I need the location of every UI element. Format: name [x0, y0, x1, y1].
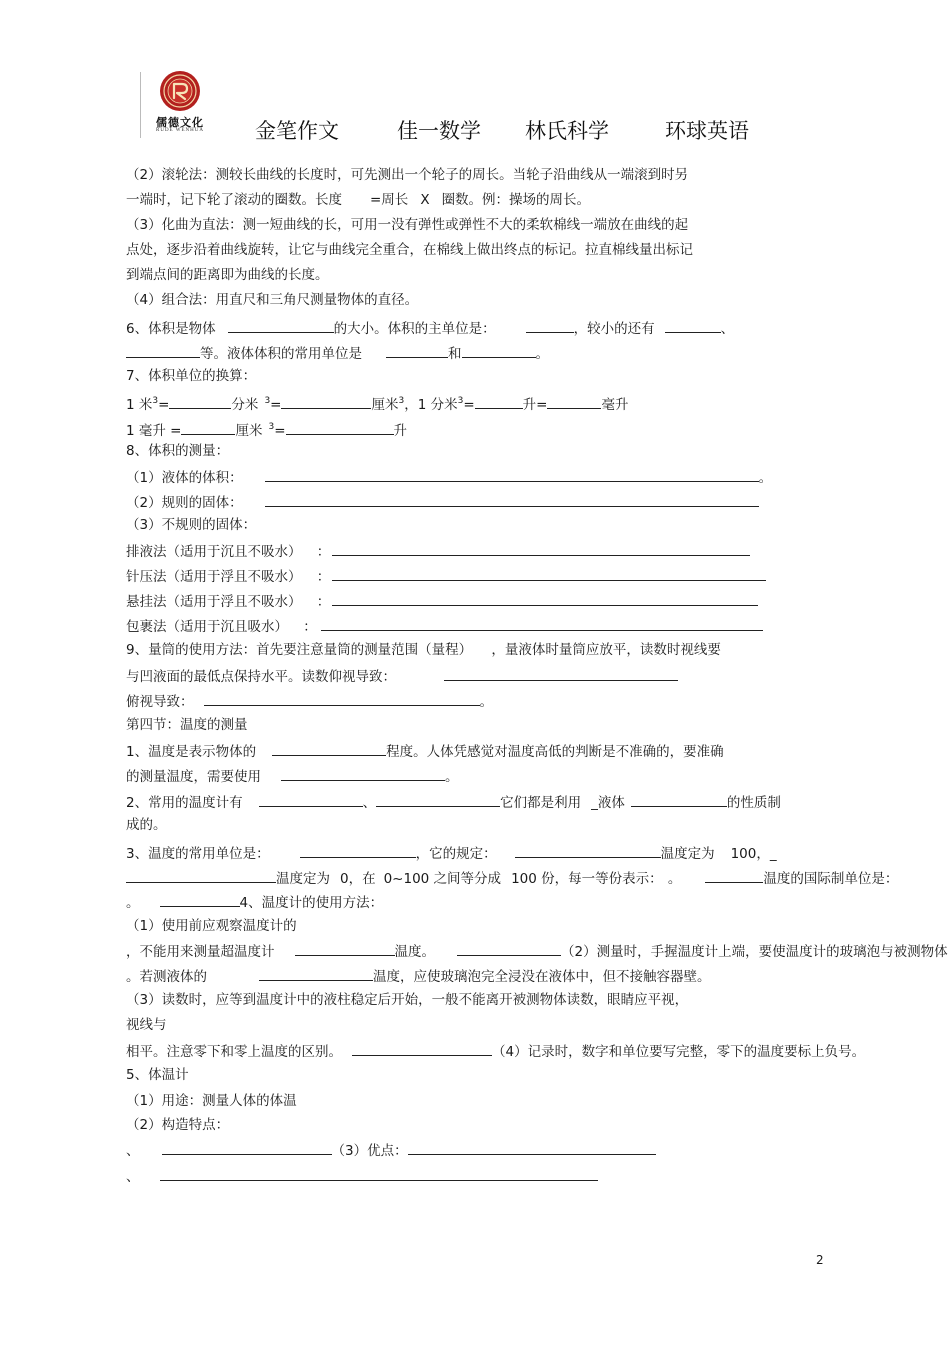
blank [286, 420, 394, 435]
text-line: 视线与 [126, 1017, 167, 1033]
blank [376, 792, 500, 807]
text-line: 排液法（适用于沉且不吸水） ： [126, 541, 750, 561]
blank [295, 941, 395, 956]
text-line: 、 （3）优点： [126, 1140, 656, 1160]
question-8: 8、体积的测量： [126, 443, 230, 459]
text-line: 等。液体体积的常用单位是 和 。 [126, 343, 549, 363]
blank [462, 343, 536, 358]
header-divider [140, 72, 141, 138]
blank [515, 843, 661, 858]
text-line: （1）液体的体积： 。 [126, 467, 772, 487]
blank [126, 868, 276, 883]
brand-1: 金笔作文 [255, 119, 339, 143]
logo-subtitle: RUDE WENHUA [156, 128, 204, 133]
text-line: 相平。注意零下和零上温度的区别。 （4）记录时，数字和单位要写完整，零下的温度要标上负号。 [126, 1041, 865, 1061]
blank [332, 541, 750, 556]
page-number: 2 [816, 1253, 824, 1267]
blank [475, 394, 523, 409]
blank [228, 318, 334, 333]
text-line: 5、体温计 [126, 1067, 189, 1083]
blank [705, 868, 763, 883]
logo [146, 70, 214, 136]
blank [259, 792, 363, 807]
question-6: 6、体积是物体 的大小。体积的主单位是： ，较小的还有 、 [126, 318, 734, 338]
text-line: ，不能用来测量超温度计 温度。 （2）测量时，手握温度计上端，要使温度计的玻璃泡与被测物体 [126, 941, 948, 961]
section-heading: 第四节：温度的测量 [126, 717, 248, 733]
blank [126, 343, 200, 358]
blank [386, 343, 448, 358]
blank [321, 616, 763, 631]
blank [281, 766, 445, 781]
blank [265, 492, 759, 507]
text-line: 。若测液体的 温度，应使玻璃泡完全浸没在液体中，但不接触容器壁。 [126, 966, 711, 986]
text-line: （3）读数时，应等到温度计中的液柱稳定后开始，一般不能离开被测物体读数，眼睛应平视， [126, 992, 689, 1008]
text-line: 一端时，记下轮了滚动的圈数。长度 =周长 X 圈数。例：操场的周长。 [126, 192, 591, 208]
blank [300, 843, 416, 858]
blank [160, 892, 240, 907]
text-line: 、 [126, 1166, 598, 1186]
text-line: 1 毫升 = 厘米 $^3$= 升 [126, 422, 408, 439]
blank [272, 741, 386, 756]
question-9: 9、量筒的使用方法：首先要注意量筒的测量范围（量程） ，量液体时量筒应放平，读数时视线要 [126, 642, 721, 658]
blank [547, 394, 601, 409]
text-line: 点处，逐步沿着曲线旋转，让它与曲线完全重合，在棉线上做出终点的标记。拉直棉线量出标记 [126, 242, 693, 258]
text-line: 。 4、温度计的使用方法： [126, 892, 383, 912]
question-t3: 3、温度的常用单位是： ，它的规定： 温度定为 100，_ [126, 843, 777, 863]
blank [457, 941, 561, 956]
text-line: 包裹法（适用于沉且吸水） ： [126, 616, 763, 636]
blank [265, 467, 759, 482]
text-line: 与凹液面的最低点保持水平。读数仰视导致： [126, 666, 678, 686]
question-t4: （1）使用前应观察温度计的 [126, 918, 297, 934]
blank [160, 1166, 366, 1181]
blank [332, 566, 766, 581]
text-line: 悬挂法（适用于浮且不吸水） ： [126, 591, 758, 611]
question-7: 7、体积单位的换算： [126, 368, 257, 384]
blank [181, 420, 235, 435]
blank [352, 1041, 492, 1056]
text-line: 成的。 [126, 817, 167, 833]
text-line: （2）规则的固体： [126, 492, 759, 512]
blank [408, 1140, 656, 1155]
blank [526, 318, 574, 333]
blank [169, 394, 231, 409]
text-line: 的测量温度，需要使用 。 [126, 766, 459, 786]
text-line: （2）滚轮法：测较长曲线的长度时，可先测出一个轮子的周长。当轮子沿曲线从一端滚到时另 [126, 167, 689, 183]
blank [665, 318, 721, 333]
text-line: （3）化曲为直法：测一短曲线的长，可用一没有弹性或弹性不大的柔软棉线一端放在曲线的起 [126, 217, 689, 233]
question-t5: （1）用途：测量人体的体温 [126, 1093, 297, 1109]
text-line: （3）不规则的固体： [126, 517, 257, 533]
text-line: 俯视导致： 。 [126, 691, 493, 711]
brand-2: 佳一数学 [397, 119, 481, 143]
text-line: 到端点间的距离即为曲线的长度。 [126, 267, 329, 283]
question-t2: 2、常用的温度计有 、 它们都是利用 _液体 的性质制 [126, 792, 781, 812]
text-line: 温度定为 0，在 0~100 之间等分成 100 份，每一等份表示： 。 温度的国际制单位是： [126, 868, 898, 888]
logo-name: 儒德文化 [156, 116, 204, 129]
blank [204, 691, 480, 706]
blank [281, 394, 371, 409]
text-line: （4）组合法：用直尺和三角尺测量物体的直径。 [126, 292, 419, 308]
blank [444, 666, 678, 681]
logo-emblem-icon [159, 70, 201, 112]
brand-4: 环球英语 [665, 119, 749, 143]
text-line: 针压法（适用于浮且不吸水） ： [126, 566, 766, 586]
blank [162, 1140, 332, 1155]
blank [332, 591, 758, 606]
text-line: 1 米$^3$= 分米 $^3$= 厘米$^3$，1 分米$^3$= 升= 毫升 [126, 396, 629, 413]
blank [631, 792, 727, 807]
blank [366, 1166, 598, 1181]
brand-3: 林氏科学 [525, 119, 609, 143]
text-line: （2）构造特点： [126, 1117, 230, 1133]
question-t1: 1、温度是表示物体的 程度。人体凭感觉对温度高低的判断是不准确的，要准确 [126, 741, 724, 761]
blank [259, 966, 373, 981]
